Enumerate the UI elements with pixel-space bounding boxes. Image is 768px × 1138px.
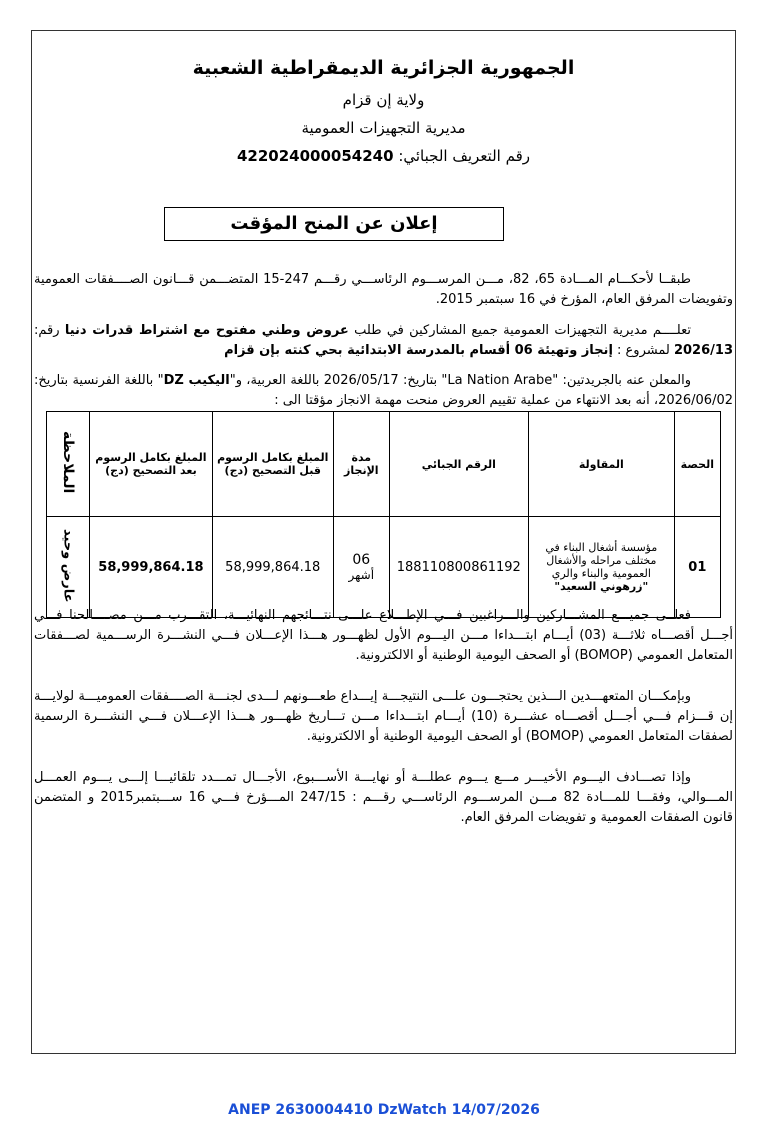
p2-text-c: رقم:: [34, 323, 65, 338]
p2-tender-type: عروض وطني مفتوح مع اشتراط قدرات دنيا: [64, 323, 349, 338]
cell-duration: [333, 517, 389, 618]
contractor-description: مؤسسة أشغال البناء في مختلف مراحله والأشغال العمومية والبناء والري: [545, 541, 658, 580]
table-header-row: [47, 412, 721, 517]
directorate-name: مديرية التجهيزات العمومية: [301, 119, 466, 137]
header-amount-before: المبلغ بكامل الرسوم قبل التصحيح (دج): [212, 412, 333, 517]
legal-basis-paragraph: [34, 270, 733, 310]
project-paragraph: [34, 321, 733, 361]
header-tax-id: الرقم الجبائي: [389, 412, 528, 517]
p3-text-a: والمعلن عنه بالجريدتين: ": [552, 373, 691, 388]
p2-tender-number: 2026/13: [673, 343, 733, 358]
cell-note: [47, 517, 90, 618]
cell-amount-after: 58,999,864.18: [90, 517, 212, 618]
results-text: فعلــى جميـــع المشـــاركين والـــراغبين فـــي الإطـــلاع علـــى نتـــائجهم النهائيـــة، التقـــرب مـــن مصــــالحنا فـــي أجـــل أقصـــاه ثلاثـــة (03) أيـــام ابتـــداءا مـــن اليـــوم الأول لظهـــور هـــذا الإعـــلان فـــي النشـــرة الرســـمية لصـــفقات المتعامل العمومي (BOMOP) أو الصحف اليومية الوطنية أو الالكترونية.: [34, 608, 733, 663]
cell-tax-id: 188110800861192: [389, 517, 528, 618]
contractor-name: "زرهوني السعيد": [554, 580, 649, 593]
header-note-text: الملاحظة: [60, 431, 77, 494]
header-amount-after: المبلغ بكامل الرسوم بعد التصحيح (دج): [90, 412, 212, 517]
p2-text-a: تعلــــم مديرية التجهيزات العمومية جميع المشاركين في طلب: [348, 323, 692, 338]
note-text: عارض وحيد: [60, 528, 76, 603]
legal-basis-text: طبقــا لأحكـــام المـــادة 65، 82، مـــن المرســـوم الرئاســـي رقـــم 247-15 المتضـــمن قـــانون الصــــفقات العمومية وتفويضات المرفق العام، المؤرخ في 16 سبتمبر 2015.: [34, 272, 733, 307]
holiday-text: وإذا تصـــادف اليـــوم الأخيـــر مـــع يـــوم عطلـــة أو نهايـــة الأســـبوع، الأجـــال تمـــدد تلقائيـــا إلـــى يـــوم العمـــل المـــوالي، وفقـــا للمـــادة 82 مـــن المرســـوم الرئاســـي رقـــم : 247/15 المـــؤرخ فـــي 16 ســـبتمبر2015 و المتضمن قانون الصفقات العمومية و تفويضات المرفق العام.: [34, 770, 733, 825]
publication-paragraph: [34, 371, 733, 411]
cell-contractor: [528, 517, 674, 618]
p3-newspaper-2: اليكيب DZ: [163, 373, 230, 388]
p3-newspaper-1: La Nation Arabe: [447, 373, 553, 388]
cell-lot: 01: [674, 517, 720, 618]
cell-amount-before: 58,999,864.18: [212, 517, 333, 618]
appeals-paragraph: [34, 687, 733, 747]
header-lot: الحصة: [674, 412, 720, 517]
page-title: إعلان عن المنح المؤقت: [164, 207, 504, 241]
tax-id-value: 422024000054240: [236, 147, 394, 165]
announcement-frame: [31, 30, 736, 1054]
p2-project-name: إنجاز وتهيئة 06 أقسام بالمدرسة الابتدائية بحي كنته بإن قزام: [224, 343, 613, 358]
holiday-paragraph: [34, 768, 733, 828]
p3-text-c: " بتاريخ: 2026/05/17 باللغة العربية، و": [229, 373, 448, 388]
tax-id-label: رقم التعريف الجبائي:: [398, 147, 530, 165]
wilaya-name: ولاية إن قزام: [342, 91, 425, 109]
duration-unit: أشهر: [348, 568, 375, 582]
header-note: [47, 412, 90, 517]
footer-reference: ANEP 2630004410 DzWatch 14/07/2026: [228, 1102, 540, 1118]
header-contractor: المقاولة: [528, 412, 674, 517]
tax-id-line: [32, 147, 735, 165]
award-table: [46, 411, 721, 618]
p3-text-e: " باللغة الفرنسية بتاريخ: 2026/06/02، أنه بعد الانتهاء من عملية تقييم العروض منحت مهمة الانجاز مؤقتا الى :: [34, 373, 733, 408]
table-row: [47, 517, 721, 618]
results-paragraph: [34, 606, 733, 666]
p2-text-e: لمشروع :: [612, 343, 674, 358]
republic-heading: الجمهورية الجزائرية الديمقراطية الشعبية: [192, 57, 575, 79]
appeals-text: وبإمكـــان المتعهـــدين الـــذين يحتجـــون علـــى النتيجـــة إيـــداع طعـــونهم لـــدى لجنـــة الصــــفقات العموميـــة لولايـــة إن قـــزام فـــي أجـــل أقصـــاه عشـــرة (10) أيـــام ابتـــداءا مـــن تـــاريخ ظهـــور هـــذا الإعـــلان فـــي النشـــرة الرسمية لصفقات المتعامل العمومي (BOMOP) أو الصحف اليومية الوطنية أو الالكترونية.: [34, 689, 733, 744]
duration-number: 06: [352, 552, 371, 568]
header-duration: مدة الإنجاز: [333, 412, 389, 517]
